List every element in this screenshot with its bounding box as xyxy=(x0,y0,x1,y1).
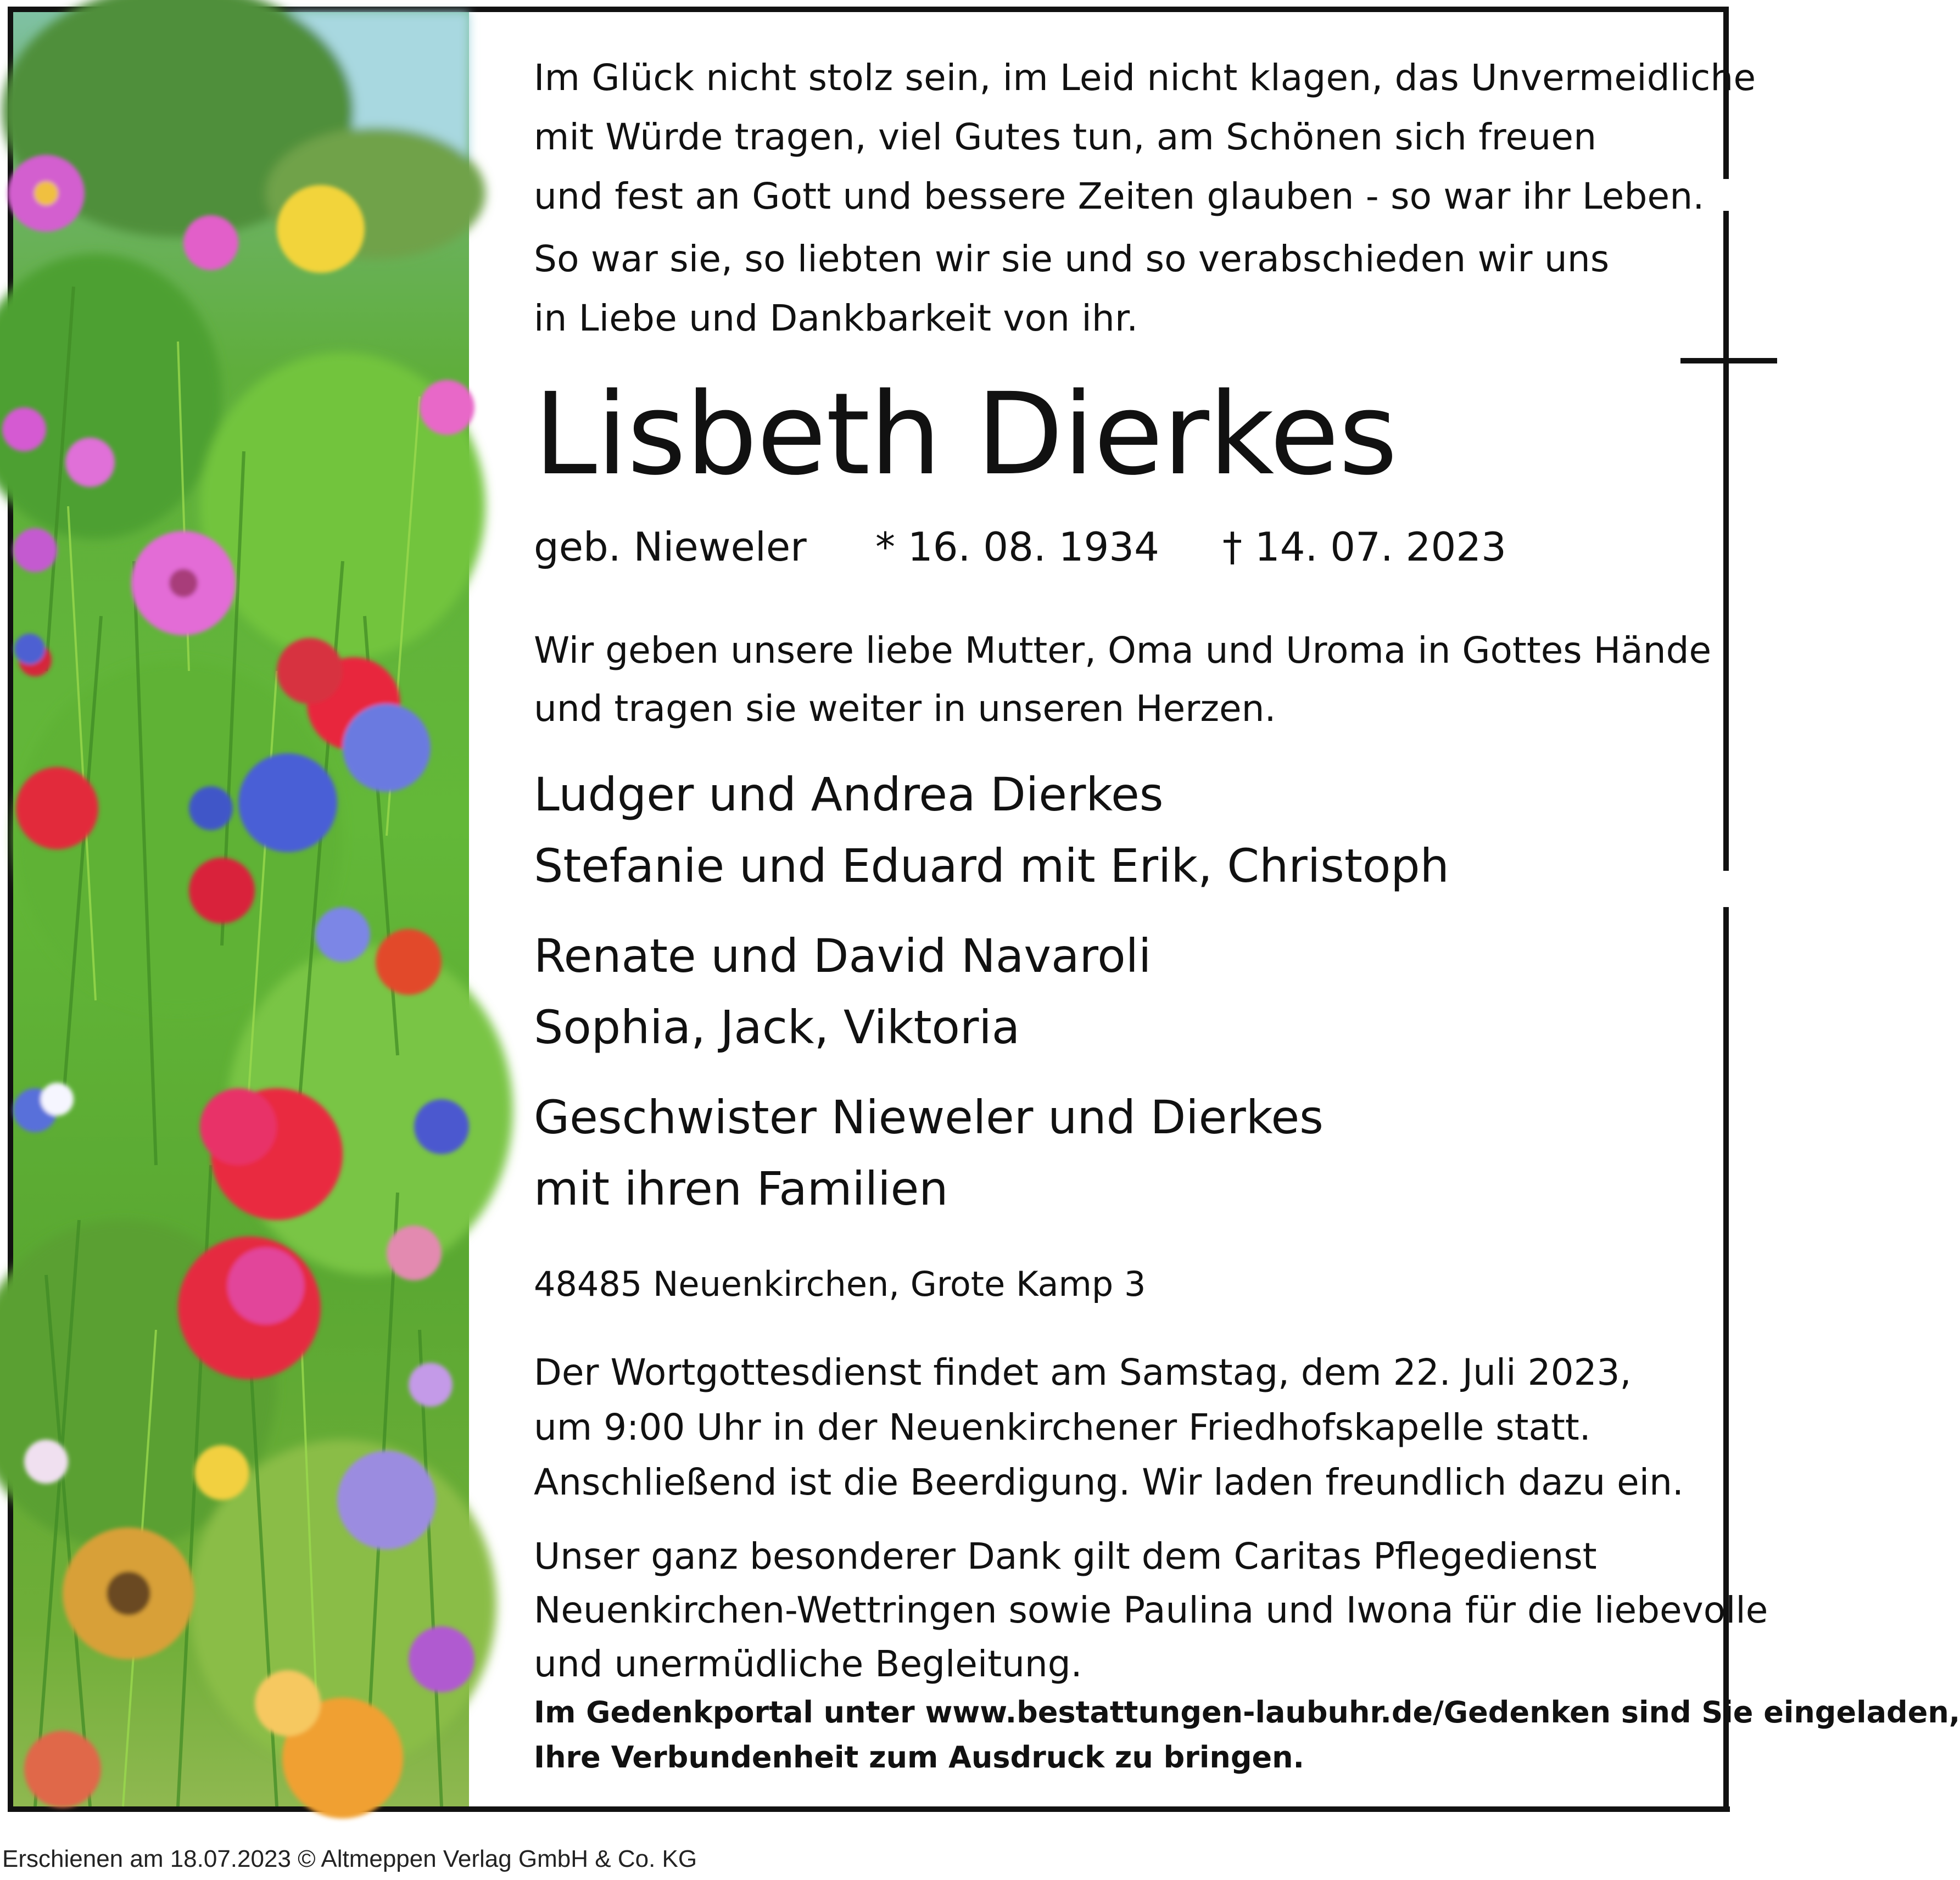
maiden-name: geb. Nieweler xyxy=(534,524,807,570)
family-line: Renate und David Navaroli xyxy=(534,929,1152,983)
funeral-service-info xyxy=(534,1345,1684,1510)
portal-line: Ihre Verbundenheit zum Ausdruck zu bringen. xyxy=(534,1740,1305,1775)
thanks-line: Unser ganz besonderer Dank gilt dem Caritas Pflegedienst xyxy=(534,1535,1597,1577)
frame-bottom-border xyxy=(8,1806,1730,1812)
birth-date: * 16. 08. 1934 xyxy=(875,524,1159,570)
portal-line: Im Gedenkportal unter www.bestattungen-laubuhr.de/Gedenken sind Sie eingeladen, xyxy=(534,1695,1960,1730)
family-group xyxy=(534,920,1151,1063)
family-line: Sophia, Jack, Viktoria xyxy=(534,1000,1020,1054)
quote-line: So war sie, so liebten wir sie und so verabschieden wir uns xyxy=(534,238,1610,280)
address: 48485 Neuenkirchen, Grote Kamp 3 xyxy=(534,1264,1146,1304)
statement-line: und tragen sie weiter in unseren Herzen. xyxy=(534,687,1276,730)
death-date: † 14. 07. 2023 xyxy=(1222,524,1506,570)
service-line: Der Wortgottesdienst findet am Samstag, dem 22. Juli 2023, xyxy=(534,1351,1632,1394)
memorial-portal-notice xyxy=(534,1690,1960,1780)
acknowledgement xyxy=(534,1530,1768,1691)
family-line: Stefanie und Eduard mit Erik, Christoph xyxy=(534,839,1449,893)
deceased-name: Lisbeth Dierkes xyxy=(534,368,1397,500)
family-line: mit ihren Familien xyxy=(534,1162,948,1216)
mourning-statement xyxy=(534,622,1711,738)
publication-footer: Erschienen am 18.07.2023 © Altmeppen Verlag GmbH & Co. KG xyxy=(2,1845,697,1872)
wildflower-meadow-image xyxy=(13,12,469,1806)
thanks-line: und unermüdliche Begleitung. xyxy=(534,1643,1082,1685)
family-group xyxy=(534,1082,1324,1224)
service-line: um 9:00 Uhr in der Neuenkirchener Friedhofskapelle statt. xyxy=(534,1406,1591,1448)
opening-quote xyxy=(534,48,1756,348)
statement-line: Wir geben unsere liebe Mutter, Oma und Uroma in Gottes Hände xyxy=(534,629,1712,672)
quote-line: und fest an Gott und bessere Zeiten glauben - so war ihr Leben. xyxy=(534,175,1705,217)
cross-horizontal-bar xyxy=(1680,358,1777,363)
thanks-line: Neuenkirchen-Wettringen sowie Paulina und Iwona für die liebevolle xyxy=(534,1589,1768,1631)
quote-line: mit Würde tragen, viel Gutes tun, am Schönen sich freuen xyxy=(534,116,1597,158)
quote-line: in Liebe und Dankbarkeit von ihr. xyxy=(534,297,1138,339)
service-line: Anschließend ist die Beerdigung. Wir laden freundlich dazu ein. xyxy=(534,1461,1684,1503)
quote-line: Im Glück nicht stolz sein, im Leid nicht klagen, das Unvermeidliche xyxy=(534,57,1756,99)
wildflower-meadow-illustration xyxy=(13,12,469,1806)
frame-left-border xyxy=(8,7,13,1811)
family-line: Geschwister Nieweler und Dierkes xyxy=(534,1090,1324,1144)
family-line: Ludger und Andrea Dierkes xyxy=(534,768,1164,821)
family-group xyxy=(534,759,1449,902)
